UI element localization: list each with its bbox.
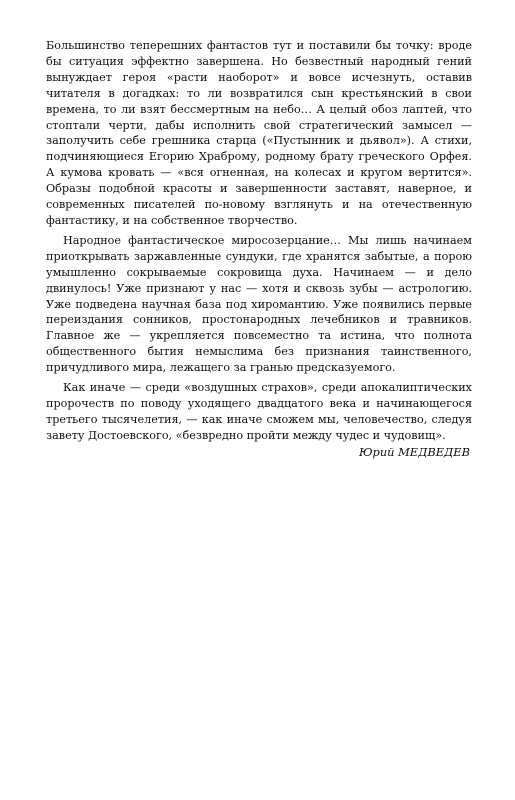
paragraph-3: Как иначе — среди «воздушных страхов», среди апокалиптических пророчеств по поводу уходящего двадцатого века и начинающегося третьего тысячелетия, — как иначе сможем мы, человечество, следуя завету Достоевского, «безвредно пройти между чудес и чудовищ». [46, 381, 472, 442]
author-signature: Юрий МЕДВЕДЕВ [358, 444, 470, 459]
paragraph-1: Большинство теперешних фантастов тут и поставили бы точку: вроде бы ситуация эффектно завершена. Но безвестный народный гений вынуждает героя «расти наоборот» и вовсе исчезнуть, оставив читателя в догадках: то ли возвратился сын крестьянский в свои времена, то ли взят бессмертным на небо… А целый обоз лаптей, что стоптали черти, дабы исполнить свой стратегический замысел — заполучить себе грешника старца («Пустынник и дьявол»). А стихи, подчиняющиеся Егорию Храброму, родному брату греческого Орфея. А кумова кровать — «вся огненная, на колесах и кругом вертится». Образы подобной красоты и завершенности заставят, наверное, и современных писателей по-новому взглянуть и на отечественную фантастику, и на собственное творчество. [46, 39, 472, 227]
body-text [46, 38, 472, 460]
paragraph-2: Народное фантастическое миросозерцание… Мы лишь начинаем приоткрывать заржавленные сундуки, где хранятся забытые, а порою умышленно сокрываемые сокровища духа. Начинаем — и дело двинулось! Уже признают у нас — хотя и сквозь зубы — астрологию. Уже подведена научная база под хиромантию. Уже появились первые переиздания сонников, простонародных лечебников и травников. Главное же — укрепляется повсеместно та истина, что полнота общественного бытия немыслима без признания таинственного, причудливого мира, лежащего за гранью предсказуемого. [46, 233, 472, 375]
